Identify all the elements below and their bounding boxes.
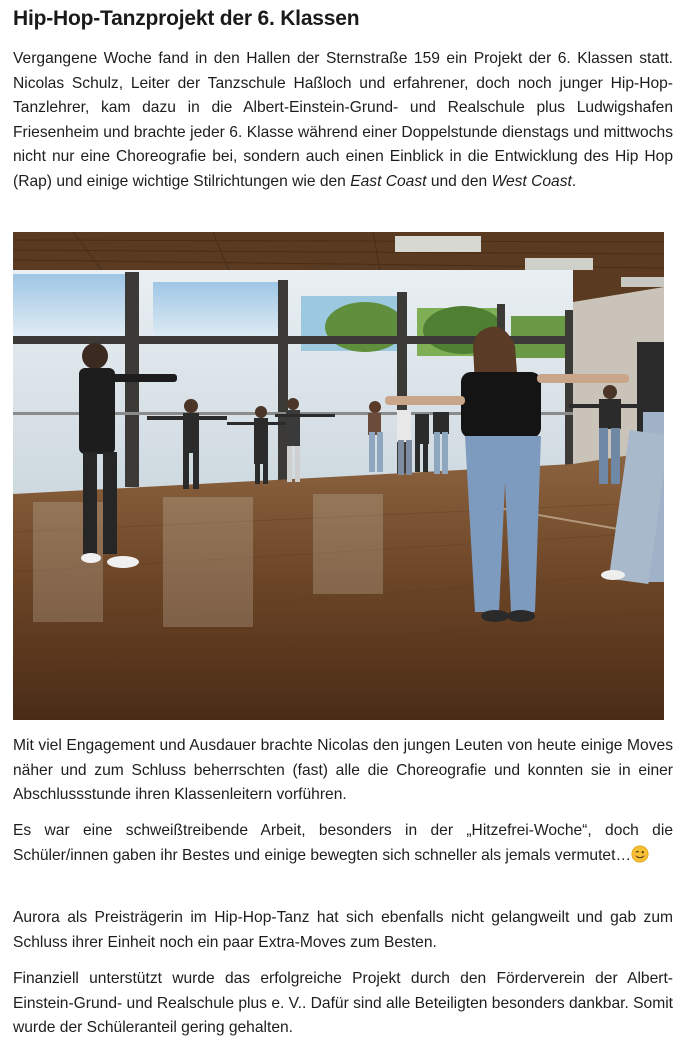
intro-text-b: und den [426,172,492,190]
intro-emphasis-west-coast: West Coast [491,172,572,190]
intro-text-c: . [571,172,577,190]
heat-paragraph [13,819,673,868]
heat-paragraph-text: Es war eine schweißtreibende Arbeit, besonders in der „Hitzefrei-Woche“, doch die Schüler/innen gaben ihr Bestes und einige bewegten sich schneller als jemals vermutet… [13,822,673,864]
dance-hall-photo [13,232,664,720]
intro-text-a: Vergangene Woche fand in den Hallen der Sternstraße 159 ein Projekt der 6. Klassen statt. Nicolas Schulz, Leiter der Tanzschule Haßloch und erfahrener, doch noch junger Hip-Hop-Tanzlehrer, kam dazu in die Albert-Einstein-Grund- und Realschule plus Ludwigshafen Friesenheim und brachte jeder 6. Klasse während einer Doppelstunde dienstags und mittwochs nicht nur eine Choreografie bei, sondern auch einen Einblick in die Entwicklung des Hip Hop (Rap) und einige wichtige Stilrichtungen wie den [13,50,673,190]
funding-paragraph: Finanziell unterstützt wurde das erfolgreiche Projekt durch den Förderverein der Albert-Einstein-Grund- und Realschule plus e. V.. Dafür sind alle Beteiligten besonders dankbar. Somit wurde der Schüleranteil gering gehalten. [13,970,673,1037]
intro-paragraph [13,47,673,195]
article-title: Hip-Hop-Tanzprojekt der 6. Klassen [13,7,360,30]
engagement-paragraph: Mit viel Engagement und Ausdauer brachte Nicolas den jungen Leuten von heute einige Moves näher und zum Schluss beherrschten (fast) alle die Choreografie und konnten sie in einer Abschlussstunde ihren Klassenleitern vorführen. [13,737,673,804]
winking-face-icon [631,845,649,863]
aurora-paragraph: Aurora als Preisträgerin im Hip-Hop-Tanz hat sich ebenfalls nicht gelangweilt und gab zum Schluss ihrer Einheit noch ein paar Extra-Moves zum Besten. [13,909,673,951]
intro-emphasis-east-coast: East Coast [350,172,427,190]
